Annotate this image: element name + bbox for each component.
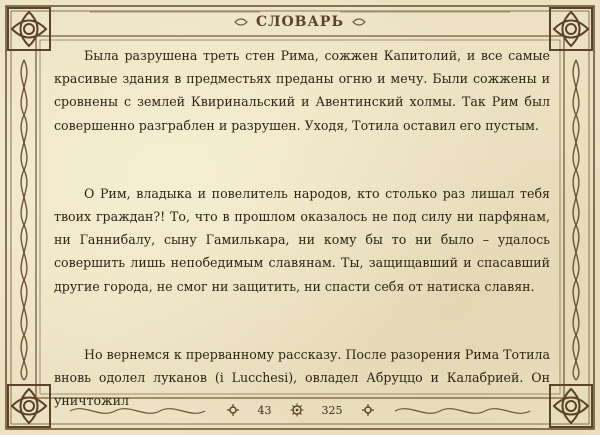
total-pages-number: 325 bbox=[321, 403, 343, 417]
book-text bbox=[54, 44, 550, 409]
prev-page-ornament-icon[interactable] bbox=[226, 403, 240, 417]
paragraph: Была разрушена треть стен Рима, сожжен Капитолий, и все самые красивые здания в предместьях преданы огню и мечу. Были сожжены и сровнены с землей Квиринальский и Авентинский холмы. Так Рим был совершенно разграблен и разрушен. Уходя, Тотила оставил его пустым. bbox=[54, 48, 550, 133]
page-title: СЛОВАРЬ bbox=[255, 14, 345, 30]
current-page-number: 43 bbox=[257, 403, 272, 417]
right-vine-ornament bbox=[573, 60, 579, 380]
paragraph: Но вернемся к прерванному рассказу. После разорения Рима Тотила вновь одолел луканов (i Lucchesi), овладел Абруццо и Калабрией. Он уничтожил bbox=[54, 346, 550, 409]
page-navigation bbox=[0, 398, 600, 422]
next-page-ornament-icon[interactable] bbox=[361, 403, 375, 417]
left-vine-ornament bbox=[21, 60, 27, 380]
page-menu-ornament-icon[interactable] bbox=[290, 403, 304, 417]
paragraph: О Рим, владыка и повелитель народов, кто столько раз лишал тебя твоих граждан?! То, что в прошлом оказалось не под силу ни парфянам, ни Ганнибалу, сыну Гамилькара, ни кому бы то ни было – удалось совершить лишь непобедимым славянам. Ты, защищавший и спасавший другие города, не смог ни защитить, ни спасти себя от натиска славян. bbox=[54, 185, 550, 294]
